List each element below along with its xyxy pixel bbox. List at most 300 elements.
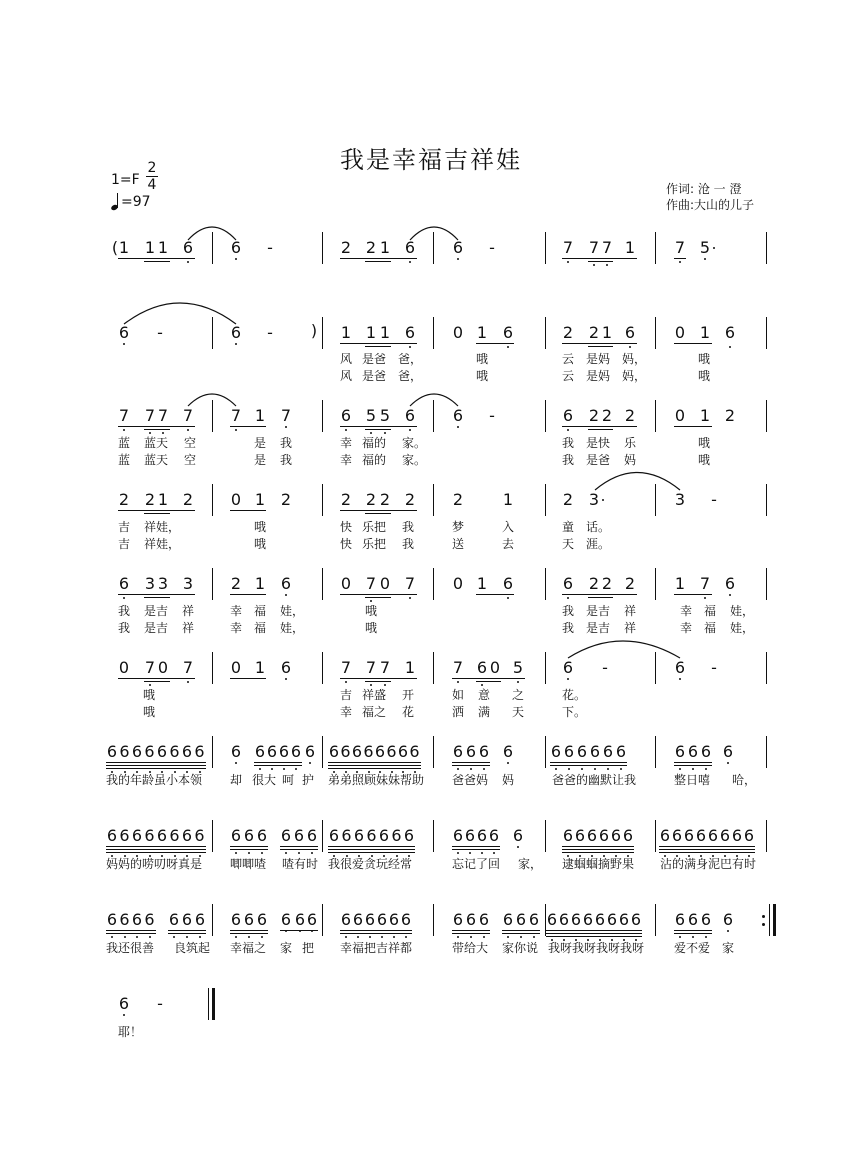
lyric-syllable: 我还很善 xyxy=(106,941,155,955)
jianpu-note: 2 xyxy=(624,574,636,593)
lyric-syllable: 爸爸妈 xyxy=(452,773,489,787)
lyric-syllable: 爸， xyxy=(398,352,423,366)
jianpu-note: 6 xyxy=(386,742,397,761)
jianpu-note: 6 xyxy=(464,826,476,845)
lyric-syllable: 我 xyxy=(280,436,293,450)
jianpu-note: 6 xyxy=(230,910,242,929)
lyric-syllable: 喳有时 xyxy=(282,857,319,871)
jianpu-note: 6 xyxy=(743,826,755,845)
jianpu-note: 6 xyxy=(502,910,514,929)
jianpu-note: 6 xyxy=(512,826,524,845)
jianpu-note: 6 xyxy=(106,826,118,845)
lyric-syllable: 家 xyxy=(722,941,735,955)
lyric-syllable: 是妈 xyxy=(586,369,611,383)
jianpu-note: 7 xyxy=(588,238,600,257)
jianpu-note: 6 xyxy=(144,826,155,845)
lyric-syllable: 童 xyxy=(562,520,575,534)
jianpu-note: 3 xyxy=(674,490,686,509)
jianpu-note: 7 xyxy=(379,658,391,677)
jianpu-note: 2 xyxy=(562,490,574,509)
jianpu-note: 6 xyxy=(618,910,630,929)
lyric-syllable: 娃， xyxy=(280,621,305,635)
lyric-syllable: 祥 xyxy=(624,621,637,635)
lyric-syllable: 蓝 xyxy=(118,436,131,450)
lyric-syllable: 我很爱贪玩经常 xyxy=(328,857,413,871)
lyric-syllable: 哦 xyxy=(254,520,267,534)
jianpu-note: 6 xyxy=(731,826,743,845)
jianpu-note: 7 xyxy=(230,406,242,425)
jianpu-note: 1 xyxy=(476,574,488,593)
jianpu-note: 5 xyxy=(699,238,711,257)
lyric-syllable: 是爸 xyxy=(362,369,387,383)
jianpu-note: 6 xyxy=(391,826,402,845)
lyric-syllable: 娃， xyxy=(730,621,755,635)
jianpu-note: 3 xyxy=(144,574,156,593)
jianpu-note: 6 xyxy=(558,910,570,929)
jianpu-note: 6 xyxy=(478,910,490,929)
jianpu-note: 0 xyxy=(379,574,391,593)
jianpu-note: 6 xyxy=(293,826,305,845)
jianpu-note: 6 xyxy=(363,742,374,761)
lyric-syllable: 爸爸的幽默让我 xyxy=(552,773,637,787)
lyric-syllable: 福 xyxy=(254,604,267,618)
jianpu-note: 6 xyxy=(606,910,618,929)
lyric-syllable: 福之 xyxy=(362,705,387,719)
jianpu-note: 6 xyxy=(256,826,268,845)
jianpu-note: 3 xyxy=(182,574,194,593)
jianpu-note: 1 xyxy=(144,238,156,257)
lyric-syllable: 哈， xyxy=(732,773,757,787)
jianpu-note: 6 xyxy=(674,910,686,929)
jianpu-note: 3 xyxy=(588,490,600,509)
jianpu-note: 6 xyxy=(550,742,562,761)
jianpu-note: 5 xyxy=(512,658,524,677)
lyric-syllable: 呵 xyxy=(282,773,295,787)
lyric-syllable: 洒 xyxy=(452,705,465,719)
lyric-syllable: 耶！ xyxy=(118,1025,143,1039)
lyric-syllable: 我 xyxy=(562,604,575,618)
lyric-syllable: 护 xyxy=(302,773,315,787)
lyric-syllable: 入 xyxy=(502,520,515,534)
lyric-syllable: 逮蝈蝈摘野果 xyxy=(562,857,635,871)
lyric-syllable: 开 xyxy=(402,688,415,702)
jianpu-note: 5 xyxy=(365,406,377,425)
jianpu-note: 6 xyxy=(403,826,415,845)
jianpu-note: 6 xyxy=(570,910,582,929)
jianpu-note: 6 xyxy=(378,826,390,845)
jianpu-note: 6 xyxy=(476,658,488,677)
lyric-syllable: 妈 xyxy=(624,453,637,467)
jianpu-note: 7 xyxy=(182,658,194,677)
jianpu-note: 6 xyxy=(118,323,130,342)
jianpu-note: 6 xyxy=(194,910,206,929)
jianpu-note: 6 xyxy=(404,238,416,257)
lyric-syllable: 家 xyxy=(280,941,293,955)
lyric-syllable: 满 xyxy=(478,705,491,719)
jianpu-note: 1 xyxy=(502,490,514,509)
lyric-syllable: 是吉 xyxy=(586,621,611,635)
slur xyxy=(595,473,680,491)
jianpu-note: 2 xyxy=(562,323,574,342)
jianpu-note: 7 xyxy=(674,238,686,257)
slur xyxy=(188,227,236,240)
jianpu-note: 6 xyxy=(194,826,205,845)
dash-note: - xyxy=(602,658,608,677)
jianpu-note: 6 xyxy=(230,742,242,761)
time-signature-bottom: 4 xyxy=(147,177,157,193)
lyric-syllable: 幸 xyxy=(340,705,353,719)
jianpu-note: 1 xyxy=(254,490,266,509)
lyric-syllable: 是 xyxy=(254,453,267,467)
lyric-syllable: 幸 xyxy=(680,621,693,635)
jianpu-note: 2 xyxy=(404,490,416,509)
jianpu-note: 6 xyxy=(352,910,364,929)
jianpu-note: 1 xyxy=(699,323,711,342)
lyric-syllable: 福的 xyxy=(362,453,387,467)
jianpu-note: 1 xyxy=(254,406,266,425)
jianpu-note: 6 xyxy=(574,826,586,845)
jianpu-note: 7 xyxy=(699,574,711,593)
jianpu-note: 6 xyxy=(353,826,365,845)
lyric-syllable: 风 xyxy=(340,352,353,366)
jianpu-note: 6 xyxy=(576,742,588,761)
jianpu-note: 2 xyxy=(340,238,352,257)
lyric-syllable: 爱不爱 xyxy=(674,941,711,955)
lyric-syllable: 我呀我呀我呀我呀 xyxy=(548,941,645,955)
lyric-syllable: 幸福把吉祥都 xyxy=(340,941,413,955)
jianpu-note: 2 xyxy=(601,406,613,425)
lyric-syllable: 空 xyxy=(184,436,197,450)
lyric-syllable: 我 xyxy=(562,436,575,450)
jianpu-note: 6 xyxy=(700,910,712,929)
jianpu-note: 6 xyxy=(528,910,540,929)
lyric-syllable: 梦 xyxy=(452,520,465,534)
jianpu-note: 6 xyxy=(280,826,292,845)
jianpu-note: 6 xyxy=(328,742,340,761)
jianpu-note: 0 xyxy=(489,658,501,677)
jianpu-note: 5 xyxy=(379,406,391,425)
jianpu-note: 6 xyxy=(397,742,409,761)
jianpu-note: 6 xyxy=(624,323,636,342)
lyric-syllable: 幸福之 xyxy=(230,941,267,955)
slur xyxy=(188,394,236,406)
jianpu-note: 6 xyxy=(340,742,351,761)
jianpu-note: 7 xyxy=(404,574,416,593)
jianpu-note: 6 xyxy=(169,826,180,845)
jianpu-note: 6 xyxy=(304,742,316,761)
lyric-syllable: 乐把 xyxy=(362,520,387,534)
jianpu-note: 2 xyxy=(280,490,292,509)
lyric-syllable: 哦 xyxy=(143,705,156,719)
jianpu-note: 6 xyxy=(351,742,363,761)
lyric-syllable: 弟弟照顾妹妹帮助 xyxy=(328,773,425,787)
jianpu-note: 1 xyxy=(118,238,130,257)
slur xyxy=(410,227,458,240)
jianpu-note: 6 xyxy=(452,910,464,929)
lyric-syllable: 娃， xyxy=(730,604,755,618)
lyric-syllable: 乐把 xyxy=(362,537,387,551)
jianpu-note: 6 xyxy=(476,826,488,845)
jianpu-note: 2 xyxy=(118,490,130,509)
jianpu-note: 6 xyxy=(687,742,699,761)
jianpu-note: 6 xyxy=(256,910,268,929)
lyric-syllable: 吉 xyxy=(118,537,131,551)
lyric-syllable: 哦 xyxy=(698,453,711,467)
lyric-syllable: 幸 xyxy=(340,453,353,467)
jianpu-note: 6 xyxy=(724,323,736,342)
jianpu-note: 6 xyxy=(674,742,686,761)
lyric-syllable: 把 xyxy=(302,941,315,955)
slur xyxy=(410,394,458,406)
lyric-syllable: 祥 xyxy=(182,604,195,618)
jianpu-note: 1 xyxy=(340,323,352,342)
repeat-close-paren: ) xyxy=(310,321,318,340)
lyric-syllable: 是吉 xyxy=(144,621,169,635)
lyric-syllable: 快 xyxy=(340,537,353,551)
jianpu-note: 6 xyxy=(364,910,376,929)
lyric-syllable: 幸 xyxy=(340,436,353,450)
lyric-syllable: 家。 xyxy=(402,436,427,450)
lyric-syllable: 我 xyxy=(402,520,415,534)
lyric-syllable: 妈， xyxy=(622,352,647,366)
jianpu-note: 6 xyxy=(452,742,464,761)
lyric-syllable: 蓝天 xyxy=(144,453,169,467)
jianpu-note: 6 xyxy=(280,910,292,929)
lyric-syllable: 福 xyxy=(704,621,717,635)
jianpu-note: 1 xyxy=(254,658,266,677)
jianpu-note: 6 xyxy=(243,826,255,845)
repeat-open-paren: ( xyxy=(111,238,119,257)
jianpu-note: 6 xyxy=(169,742,180,761)
jianpu-note: 6 xyxy=(144,910,155,929)
lyric-syllable: 幸 xyxy=(230,621,243,635)
lyric-syllable: 花 xyxy=(402,705,415,719)
jianpu-note: 2 xyxy=(340,490,352,509)
lyric-syllable: 如 xyxy=(452,688,465,702)
jianpu-note: 6 xyxy=(586,826,598,845)
jianpu-note: 6 xyxy=(328,826,340,845)
jianpu-note: 2 xyxy=(624,406,636,425)
lyric-syllable: 吉 xyxy=(118,520,131,534)
jianpu-note: 6 xyxy=(659,826,671,845)
jianpu-note: 6 xyxy=(610,826,622,845)
jianpu-note: 6 xyxy=(230,826,242,845)
lyric-syllable: 哦 xyxy=(476,369,489,383)
lyric-syllable: 是妈 xyxy=(586,352,611,366)
jianpu-note: 6 xyxy=(465,910,477,929)
jianpu-note: 1 xyxy=(674,574,686,593)
jianpu-note: 6 xyxy=(563,742,575,761)
jianpu-note: 6 xyxy=(131,826,143,845)
jianpu-note: 6 xyxy=(404,406,416,425)
dash-note: - xyxy=(711,658,717,677)
lyric-syllable: 哦 xyxy=(698,369,711,383)
jianpu-note: 6 xyxy=(465,742,477,761)
lyric-syllable: 哦 xyxy=(143,688,156,702)
jianpu-note: 6 xyxy=(404,323,416,342)
jianpu-note: 6 xyxy=(452,826,464,845)
jianpu-note: 6 xyxy=(594,910,606,929)
lyric-syllable: 是吉 xyxy=(144,604,169,618)
lyric-syllable: 沾的满身泥巴有时 xyxy=(660,857,757,871)
jianpu-note: 7 xyxy=(365,574,377,593)
jianpu-note: 6 xyxy=(340,910,352,929)
lyric-syllable: 是爸 xyxy=(362,352,387,366)
lyric-syllable: 哦 xyxy=(698,436,711,450)
jianpu-note: 6 xyxy=(515,910,527,929)
lyric-syllable: 娃， xyxy=(280,604,305,618)
jianpu-note: 2 xyxy=(588,323,600,342)
jianpu-note: 1 xyxy=(157,238,169,257)
lyric-syllable: 是吉 xyxy=(586,604,611,618)
jianpu-note: 6 xyxy=(615,742,627,761)
composer-credit: 作曲:大山的儿子 xyxy=(666,198,755,212)
jianpu-note: 6 xyxy=(502,742,514,761)
jianpu-note: 7 xyxy=(144,406,156,425)
lyric-syllable: 祥 xyxy=(182,621,195,635)
jianpu-note: 6 xyxy=(182,238,194,257)
lyric-syllable: 福的 xyxy=(362,436,387,450)
jianpu-note: 0 xyxy=(452,574,464,593)
jianpu-note: 1 xyxy=(699,406,711,425)
jianpu-note: 1 xyxy=(476,323,488,342)
jianpu-note: 1 xyxy=(601,323,613,342)
lyric-syllable: 天 xyxy=(512,705,525,719)
jianpu-note: 6 xyxy=(230,238,242,257)
lyric-syllable: 爸， xyxy=(398,369,423,383)
lyric-syllable: 蓝天 xyxy=(144,436,169,450)
jianpu-note: 7 xyxy=(280,406,292,425)
jianpu-note: 6 xyxy=(119,826,130,845)
jianpu-note: 7 xyxy=(144,658,156,677)
jianpu-note: 2 xyxy=(588,406,600,425)
jianpu-note: 6 xyxy=(602,742,614,761)
lyric-syllable: 空 xyxy=(184,453,197,467)
jianpu-note: 6 xyxy=(582,910,594,929)
jianpu-note: 6 xyxy=(119,910,130,929)
jianpu-note: 6 xyxy=(156,742,168,761)
jianpu-note: 0 xyxy=(452,323,464,342)
lyric-syllable: 下。 xyxy=(562,705,587,719)
lyric-syllable: 家， xyxy=(518,857,543,871)
jianpu-note: 6 xyxy=(452,406,464,425)
lyric-syllable: 良筑起 xyxy=(174,941,211,955)
jianpu-note: 7 xyxy=(452,658,464,677)
lyric-syllable: 送 xyxy=(452,537,465,551)
lyric-syllable: 我 xyxy=(118,604,131,618)
jianpu-note: 7 xyxy=(182,406,194,425)
jianpu-note: 1 xyxy=(365,323,377,342)
jianpu-note: 0 xyxy=(118,658,130,677)
jianpu-note: 2 xyxy=(182,490,194,509)
jianpu-note: 6 xyxy=(106,910,118,929)
lyric-syllable: 祥盛 xyxy=(362,688,387,702)
jianpu-note: 6 xyxy=(502,323,514,342)
lyric-syllable: 蓝 xyxy=(118,453,131,467)
jianpu-note: 6 xyxy=(119,742,130,761)
jianpu-note: 6 xyxy=(294,910,306,929)
jianpu-note: 6 xyxy=(488,826,500,845)
slur xyxy=(568,641,680,658)
dash-note: - xyxy=(267,323,273,342)
jianpu-note: 6 xyxy=(674,658,686,677)
jianpu-note: 6 xyxy=(598,826,610,845)
lyric-syllable: 之 xyxy=(512,688,525,702)
jianpu-note: 1 xyxy=(379,238,391,257)
jianpu-note: 6 xyxy=(622,826,634,845)
dash-note: - xyxy=(489,406,495,425)
jianpu-note: 6 xyxy=(230,323,242,342)
jianpu-note: 6 xyxy=(707,826,719,845)
time-signature-top: 2 xyxy=(147,160,157,176)
lyric-syllable: 我 xyxy=(562,621,575,635)
jianpu-note: 6 xyxy=(280,574,292,593)
lyric-syllable: 哦 xyxy=(254,537,267,551)
jianpu-note: 6 xyxy=(562,574,574,593)
jianpu-note: 6 xyxy=(181,742,193,761)
jianpu-note: 6 xyxy=(724,574,736,593)
lyric-syllable: 家。 xyxy=(402,453,427,467)
lyric-syllable: 天 xyxy=(562,537,575,551)
jianpu-note: 7 xyxy=(562,238,574,257)
jianpu-note: 6 xyxy=(722,742,734,761)
lyric-syllable: 整日嘻 xyxy=(674,773,711,787)
lyricist-credit: 作词: 沧 一 澄 xyxy=(666,182,742,196)
jianpu-note: 6 xyxy=(719,826,731,845)
jianpu-note: 6 xyxy=(168,910,180,929)
jianpu-note: 6 xyxy=(630,910,642,929)
song-title: 我是幸福吉祥娃 xyxy=(340,146,522,174)
jianpu-note: 6 xyxy=(400,910,412,929)
lyric-syllable: 意 xyxy=(478,688,491,702)
lyric-syllable: 云 xyxy=(562,352,575,366)
jianpu-note: 6 xyxy=(266,742,278,761)
lyric-syllable: 云 xyxy=(562,369,575,383)
jianpu-note: 6 xyxy=(156,826,168,845)
jianpu-note: 6 xyxy=(409,742,420,761)
tempo-value: =97 xyxy=(121,194,151,210)
lyric-syllable: 我 xyxy=(562,453,575,467)
lyric-syllable: 话。 xyxy=(586,520,611,534)
jianpu-note: 6 xyxy=(589,742,601,761)
dash-note: - xyxy=(489,238,495,257)
jianpu-note: 0 xyxy=(674,323,686,342)
lyric-syllable: 乐 xyxy=(624,436,637,450)
jianpu-note: 6 xyxy=(144,742,155,761)
lyric-syllable: 妈， xyxy=(622,369,647,383)
slur xyxy=(124,303,236,324)
jianpu-note: 6 xyxy=(131,742,143,761)
jianpu-note: 2 xyxy=(724,406,736,425)
jianpu-note: 2 xyxy=(365,490,377,509)
lyric-syllable: 幸 xyxy=(230,604,243,618)
jianpu-note: 0 xyxy=(230,658,242,677)
dash-note: - xyxy=(711,490,717,509)
jianpu-note: 1 xyxy=(379,323,391,342)
jianpu-note: 2 xyxy=(379,490,391,509)
lyric-syllable: 唧唧喳 xyxy=(230,857,267,871)
lyric-syllable: 祥娃， xyxy=(144,537,181,551)
lyric-syllable: 祥 xyxy=(624,604,637,618)
jianpu-note: 2 xyxy=(365,238,377,257)
jianpu-note: 6 xyxy=(181,910,193,929)
jianpu-note: 6 xyxy=(502,574,514,593)
jianpu-note: 7 xyxy=(118,406,130,425)
jianpu-note: 0 xyxy=(230,490,242,509)
jianpu-note: 6 xyxy=(452,238,464,257)
lyric-syllable: 吉 xyxy=(340,688,353,702)
lyric-syllable: 是 xyxy=(254,436,267,450)
